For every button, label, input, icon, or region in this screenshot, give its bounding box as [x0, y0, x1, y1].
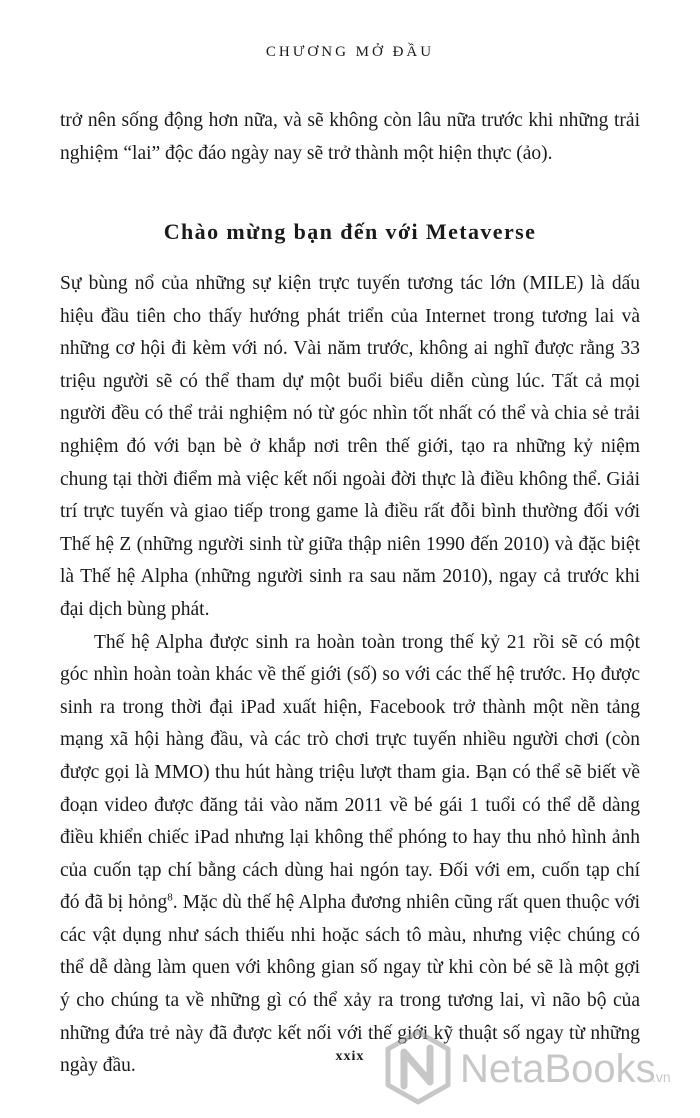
paragraph-2-text-after-note: . Mặc dù thế hệ Alpha đương nhiên cũng rất quen thuộc với các vật dụng như sách thiếu nhi hoặc sách tô màu, nhưng việc chúng có thể dễ dàng làm quen với không gian số ngay từ khi còn bé sẽ là một gợi ý cho chúng ta về những gì có thể xảy ra trong tương lai, vì não bộ của những đứa trẻ này đã được kết nối với thế giới kỹ thuật số ngay từ những ngày đầu.	[60, 892, 640, 1077]
running-header: CHƯƠNG MỞ ĐẦU	[265, 44, 435, 60]
page-number: xxix	[335, 1049, 365, 1064]
netabooks-watermark	[380, 1024, 690, 1110]
footnote-reference[interactable]: 8	[167, 891, 173, 904]
paragraph-1: Sự bùng nổ của những sự kiện trực tuyến tương tác lớn (MILE) là dấu hiệu đầu tiên cho thấy hướng phát triển của Internet trong tương lai và những cơ hội đi kèm với nó. Vài năm trước, không ai nghĩ được rằng 33 triệu người sẽ có thể tham dự một buổi biểu diễn cùng lúc. Tất cả mọi người đều có thể trải nghiệm nó từ góc nhìn tốt nhất có thể và chia sẻ trải nghiệm đó với bạn bè ở khắp nơi trên thế giới, tạo ra những kỷ niệm chung tại thời điểm mà việc kết nối ngoài đời thực là điều không thể. Giải trí trực tuyến và giao tiếp trong game là điều rất đỗi bình thường đối với Thế hệ Z (những người sinh từ giữa thập niên 1990 đến 2010) và đặc biệt là Thế hệ Alpha (những người sinh ra sau năm 2010), ngay cả trước khi đại dịch bùng phát.	[60, 273, 640, 620]
netabooks-logo-icon	[380, 1024, 690, 1110]
carry-over-paragraph: trở nên sống động hơn nữa, và sẽ không còn lâu nữa trước khi những trải nghiệm “lai” độc đáo ngày nay sẽ trở thành một hiện thực (ảo).	[60, 110, 640, 164]
watermark-brand-text: NetaBooks	[460, 1047, 656, 1091]
section-heading: Chào mừng bạn đến với Metaverse	[163, 219, 537, 244]
watermark-suffix-text: .vn	[652, 1069, 671, 1085]
section-body	[60, 268, 640, 1083]
paragraph-2	[60, 627, 640, 1083]
paragraph-2-text-before-note: Thế hệ Alpha được sinh ra hoàn toàn trong thế kỷ 21 rồi sẽ có một góc nhìn hoàn toàn khác về thế giới (số) so với các thế hệ trước. Họ được sinh ra trong thời đại iPad xuất hiện, Facebook trở thành một nền tảng mạng xã hội hàng đầu, và các trò chơi trực tuyến nhiều người chơi (còn được gọi là MMO) thu hút hàng triệu lượt tham gia. Bạn có thể sẽ biết về đoạn video được đăng tải vào năm 2011 về bé gái 1 tuổi có thể dễ dàng điều khiển chiếc iPad nhưng lại không thể phóng to hay thu nhỏ hình ảnh của cuốn tạp chí bằng cách dùng hai ngón tay. Đối với em, cuốn tạp chí đó đã bị hỏng	[60, 631, 640, 914]
